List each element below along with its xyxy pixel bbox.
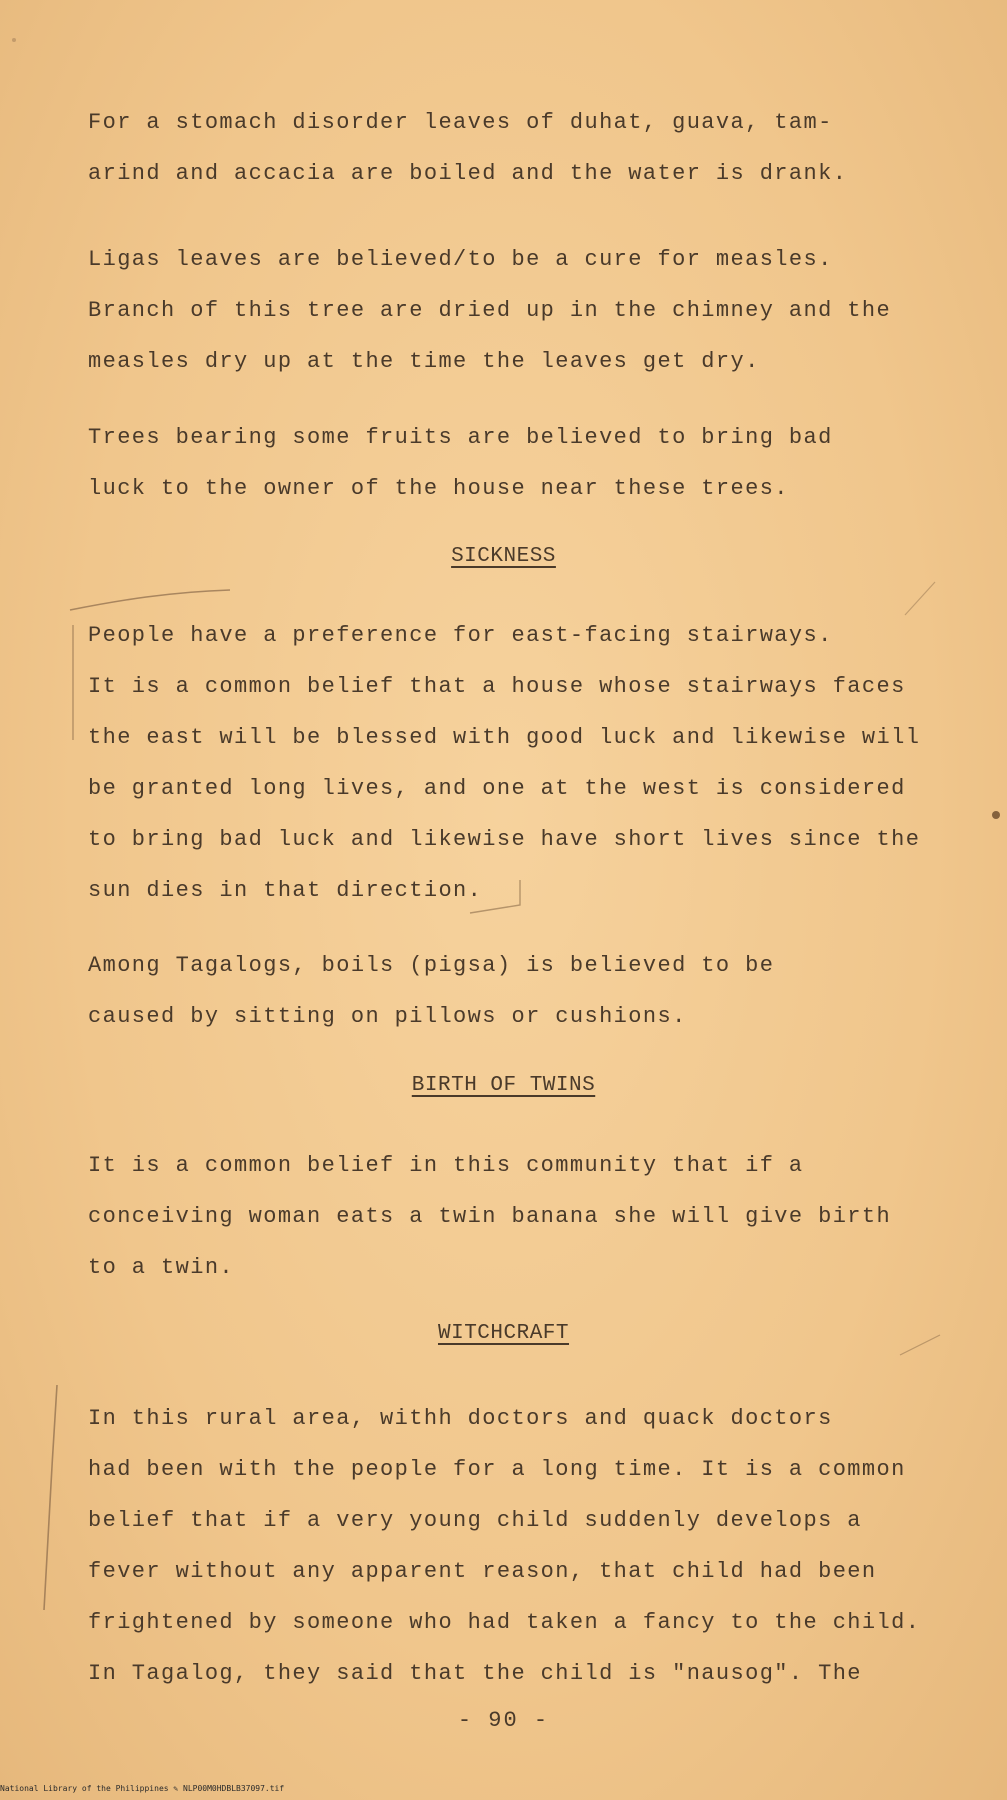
heading-witchcraft-text: WITCHCRAFT <box>437 1322 570 1345</box>
paragraph-witchcraft: In this rural area, withh doctors and quack doctors had been with the people for a long time. It is a common belief that if a very young child suddenly develops a fever without any apparent reason, that child had been frightened by someone who had taken a fancy to the child. In Tagalog, they said that the child is "nausog". The <box>88 1406 921 1686</box>
paragraph-liga-leaves: Ligas leaves are believed/to be a cure for measles. Branch of this tree are dried up in the chimney and the measles dry up at the time the leaves get dry. <box>88 247 892 374</box>
heading-birth-of-twins-text: BIRTH OF TWINS <box>411 1074 596 1097</box>
paragraph-stairways: People have a preference for east-facing stairways. It is a common belief that a house whose stairways faces the east will be blessed with good luck and likewise will be granted long lives, and one at the west is considered to bring bad luck and likewise have short lives since the sun dies in that direction. <box>88 623 921 903</box>
paragraph-twins: It is a common belief in this community that if a conceiving woman eats a twin banana she will give birth to a twin. <box>88 1153 892 1280</box>
heading-sickness-text: SICKNESS <box>451 545 556 568</box>
archive-footer-caption: National Library of the Philippines ✎ NLP00M0HDBLB37097.tif <box>0 1784 285 1793</box>
page-number: - 90 - <box>457 1708 550 1733</box>
paragraph-stomach-remedy: For a stomach disorder leaves of duhat, guava, tam- arind and accacia are boiled and the water is drank. <box>88 110 848 186</box>
paragraph-boils: Among Tagalogs, boils (pigsa) is believed to be caused by sitting on pillows or cushions. <box>88 953 775 1029</box>
paragraph-fruit-trees: Trees bearing some fruits are believed to bring bad luck to the owner of the house near these trees. <box>88 425 833 501</box>
